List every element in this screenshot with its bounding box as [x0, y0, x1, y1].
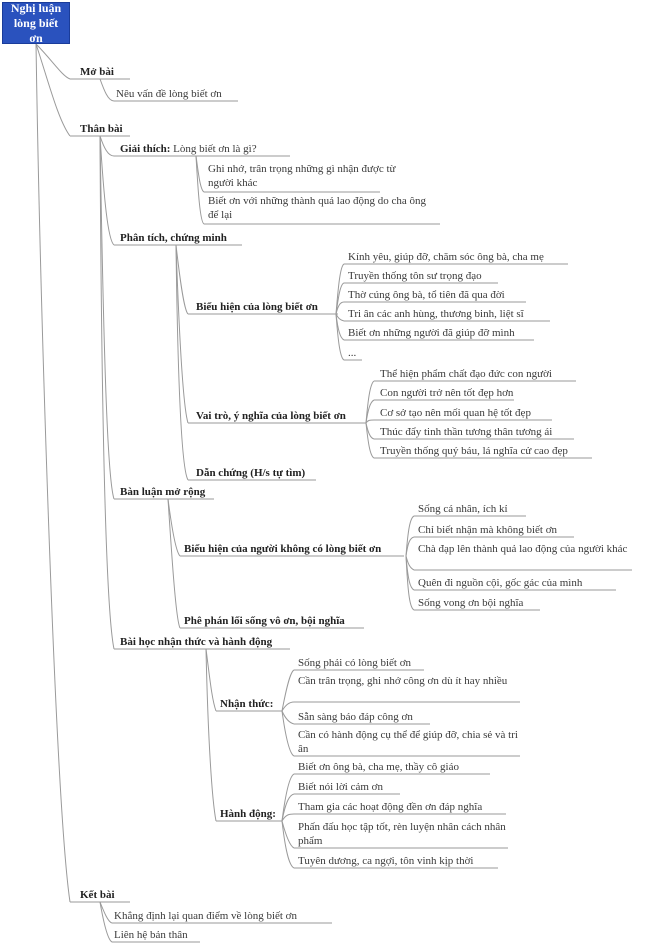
- bieu-hien-item[interactable]: Thờ cúng ông bà, tổ tiên đã qua đời: [348, 289, 505, 301]
- nhan-thuc-item[interactable]: Cần trân trọng, ghi nhớ công ơn dù ít hay nhiều: [298, 675, 508, 687]
- bieu-hien-item[interactable]: Tri ân các anh hùng, thương binh, liệt sĩ: [348, 308, 524, 320]
- hanh-dong-item[interactable]: Tham gia các hoạt động đền ơn đáp nghĩa: [298, 801, 483, 813]
- ket-bai-item[interactable]: Khẳng định lại quan điểm về lòng biết ơn: [114, 910, 298, 922]
- bieu-hien-khong-item[interactable]: Quên đi nguồn cội, gốc gác của mình: [418, 577, 583, 589]
- giai-thich-label: Giải thích:: [120, 143, 171, 155]
- hanh-dong-item[interactable]: Biết ơn ông bà, cha mẹ, thầy cô giáo: [298, 761, 459, 773]
- bieu-hien-item[interactable]: Kính yêu, giúp đỡ, chăm sóc ông bà, cha mẹ: [348, 251, 544, 263]
- hanh-dong-item[interactable]: Tuyên dương, ca ngợi, tôn vinh kịp thời: [298, 855, 474, 867]
- vai-tro-item[interactable]: Truyền thống quý báu, lá nghĩa cử cao đẹp: [380, 445, 568, 457]
- bieu-hien-item[interactable]: ...: [348, 347, 357, 359]
- ket-bai-node[interactable]: Kết bài: [80, 889, 115, 901]
- phe-phan-node[interactable]: Phê phán lối sống vô ơn, bội nghĩa: [184, 615, 345, 627]
- ban-luan-node[interactable]: Bàn luận mở rộng: [120, 486, 206, 498]
- giai-thich-item[interactable]: Biết ơn với những thành quả lao động do cha ông để lại: [208, 195, 427, 221]
- vai-tro-item[interactable]: Thể hiện phẩm chất đạo đức con người: [380, 368, 552, 380]
- dan-chung-node[interactable]: Dẫn chứng (H/s tự tìm): [196, 467, 306, 479]
- giai-thich-node[interactable]: [120, 142, 257, 156]
- giai-thich-item[interactable]: Ghi nhớ, trân trọng những gì nhận được từ người khác: [208, 163, 396, 189]
- bieu-hien-khong-item[interactable]: Sống cá nhân, ích kỉ: [418, 503, 508, 515]
- bieu-hien-item[interactable]: Biết ơn những người đã giúp đỡ mình: [348, 327, 515, 339]
- bai-hoc-node[interactable]: Bài học nhận thức và hành động: [120, 636, 273, 648]
- hanh-dong-item[interactable]: Phấn đấu học tập tốt, rèn luyện nhân cách nhân phẩm: [298, 821, 506, 847]
- hanh-dong-node[interactable]: Hành động:: [220, 808, 276, 820]
- than-bai-node[interactable]: Thân bài: [80, 123, 123, 135]
- nhan-thuc-node[interactable]: Nhận thức:: [220, 698, 274, 710]
- phan-tich-node[interactable]: Phân tích, chứng minh: [120, 232, 227, 244]
- vai-tro-item[interactable]: Cơ sở tạo nên mối quan hệ tốt đẹp: [380, 407, 531, 419]
- mo-bai-node[interactable]: Mở bài: [80, 66, 114, 78]
- bieu-hien-khong-item[interactable]: Sống vong ơn bội nghĩa: [418, 597, 524, 609]
- giai-thich-question: Lòng biết ơn là gì?: [170, 143, 257, 155]
- bieu-hien-khong-node[interactable]: Biểu hiện của người không có lòng biết ơn: [184, 543, 382, 555]
- vai-tro-item[interactable]: Thúc đẩy tinh thần tương thân tương ái: [380, 426, 553, 438]
- bieu-hien-item[interactable]: Truyền thống tôn sư trọng đạo: [348, 270, 482, 282]
- vai-tro-item[interactable]: Con người trở nên tốt đẹp hơn: [380, 387, 514, 399]
- nhan-thuc-item[interactable]: Sống phải có lòng biết ơn: [298, 657, 412, 669]
- nhan-thuc-item[interactable]: Cần có hành động cụ thể để giúp đỡ, chia sẻ và tri ân: [298, 729, 518, 755]
- bieu-hien-node[interactable]: Biểu hiện của lòng biết ơn: [196, 301, 318, 313]
- root-node[interactable]: Nghị luận lòng biết ơn: [2, 2, 70, 44]
- vai-tro-node[interactable]: Vai trò, ý nghĩa của lòng biết ơn: [196, 410, 346, 422]
- mo-bai-item[interactable]: Nêu vấn đề lòng biết ơn: [116, 88, 222, 100]
- hanh-dong-item[interactable]: Biết nói lời cảm ơn: [298, 781, 383, 793]
- bieu-hien-khong-item[interactable]: Chỉ biết nhận mà không biết ơn: [418, 524, 558, 536]
- ket-bai-item[interactable]: Liên hệ bản thân: [114, 929, 188, 941]
- bieu-hien-khong-item[interactable]: Chà đạp lên thành quả lao động của người khác: [418, 543, 628, 555]
- nhan-thuc-item[interactable]: Sẵn sàng báo đáp công ơn: [298, 711, 413, 723]
